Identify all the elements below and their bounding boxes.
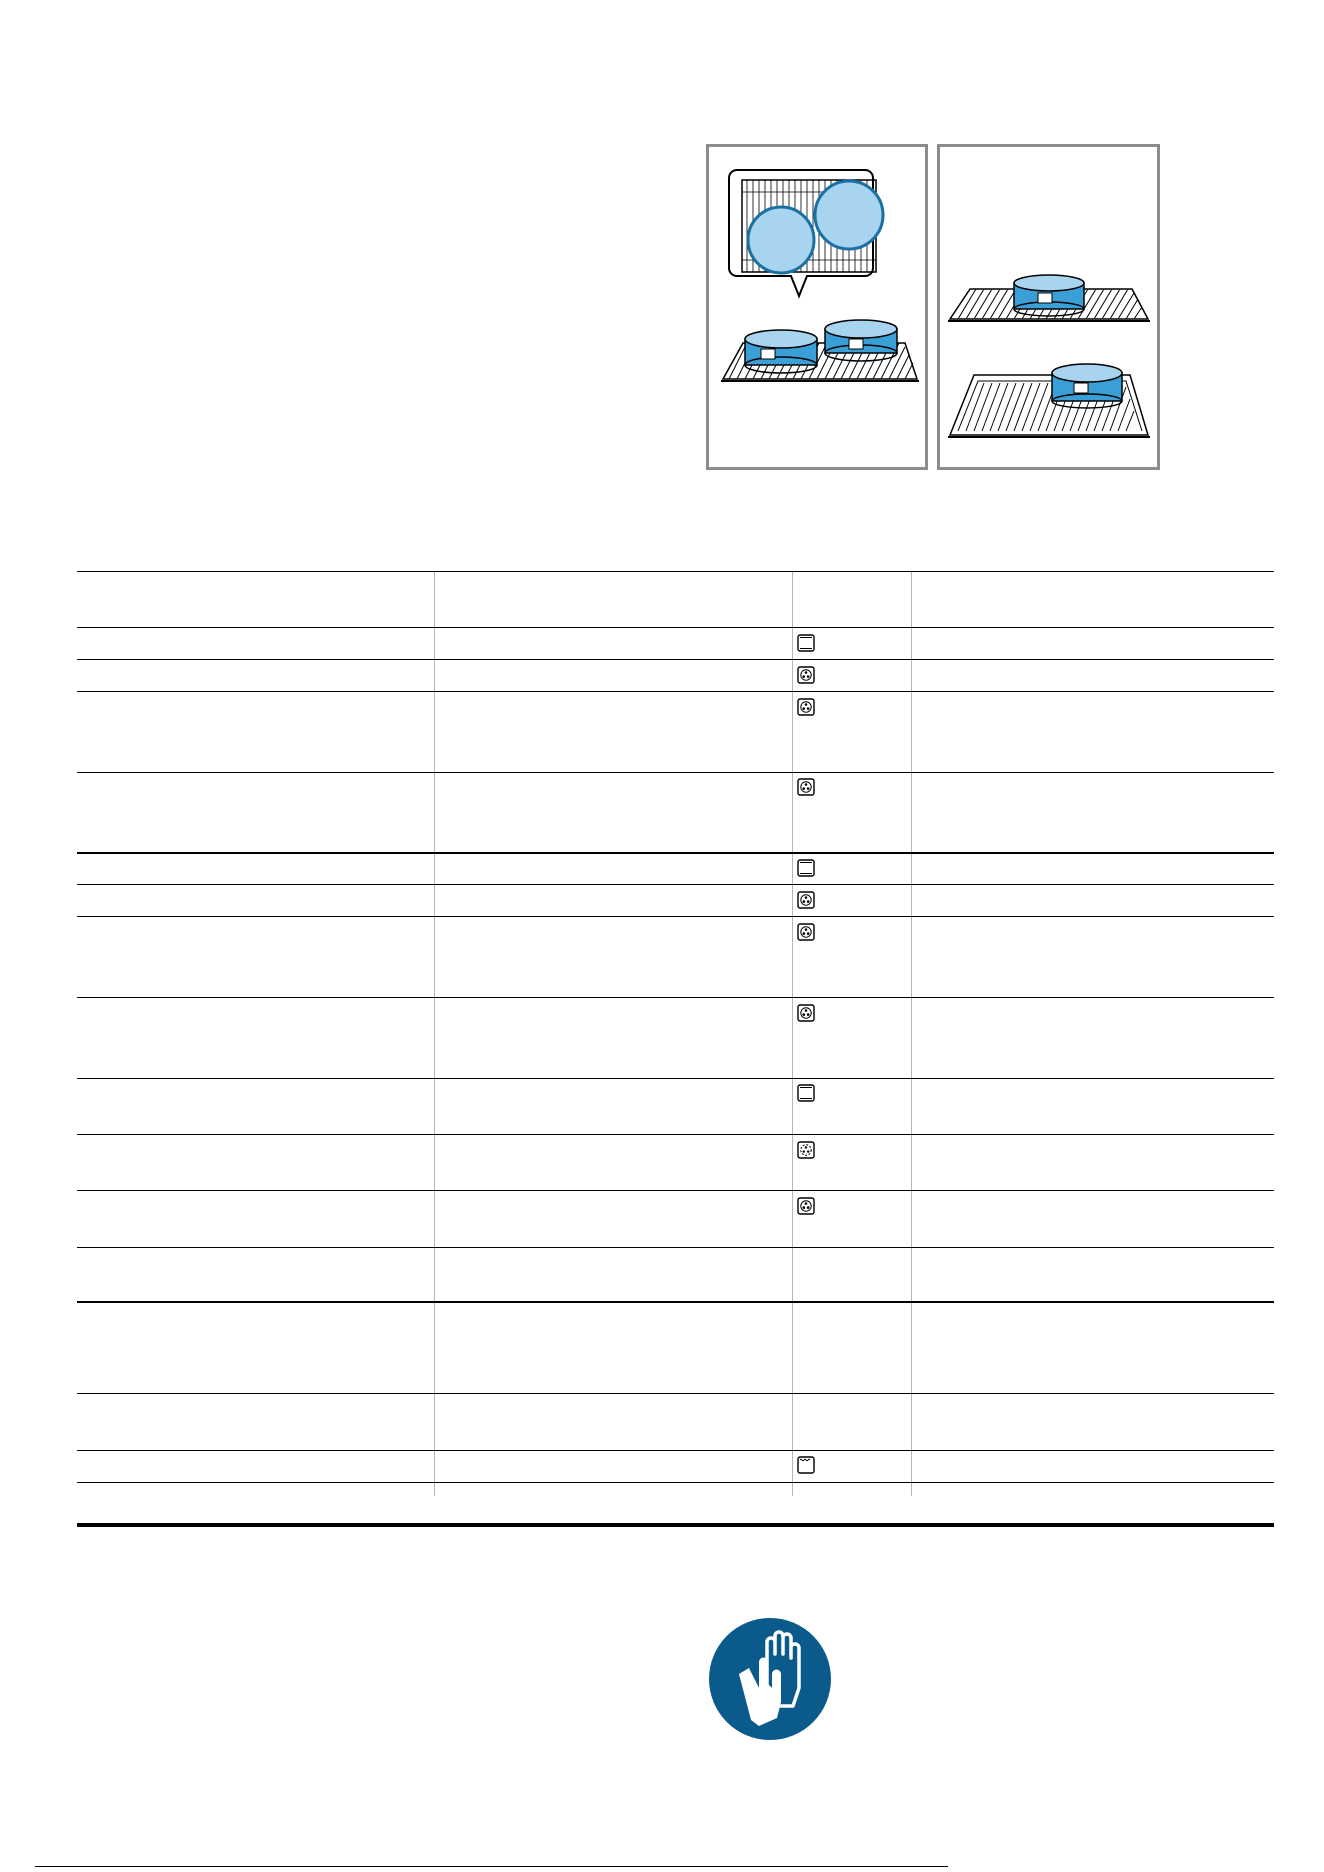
table-row-rule [77,1393,1274,1394]
table-row-rule [77,1134,1274,1135]
top-bottom-heating-icon [797,859,815,877]
table-row-rule [77,884,1274,885]
column-separator [911,572,912,1496]
cake-tins-on-two-racks-icon [940,147,1157,467]
bottom-heating-icon [797,1456,815,1474]
table-header-top-rule [77,571,1274,572]
table-group-rule [77,852,1274,854]
top-bottom-heating-icon [797,1084,815,1102]
hot-air-icon [797,1197,815,1215]
table-row-rule [77,1482,1274,1483]
table-row-rule [77,1450,1274,1451]
column-separator [434,572,435,1496]
table-row-rule [77,772,1274,773]
hot-air-icon [797,666,815,684]
column-separator [792,572,793,1496]
table-row-rule [77,997,1274,998]
cake-tins-on-wire-rack-icon [709,147,925,467]
table-row-rule [77,1190,1274,1191]
table-bottom-rule [77,1523,1274,1527]
illustration-two-levels [937,144,1160,470]
hot-air-icon [797,1004,815,1022]
illustration-single-level [706,144,928,470]
wear-oven-gloves-icon [709,1618,831,1740]
table-row-rule [77,1247,1274,1248]
table-row-rule [77,691,1274,692]
table-row-rule [77,916,1274,917]
table-row-rule [77,627,1274,628]
hot-air-icon [797,923,815,941]
top-bottom-heating-icon [797,634,815,652]
footer-rule [35,1866,948,1867]
hot-air-gentle-icon [797,1141,815,1159]
hot-air-icon [797,891,815,909]
table-row-rule [77,1078,1274,1079]
hot-air-icon [797,698,815,716]
hot-air-icon [797,778,815,796]
table-row-rule [77,659,1274,660]
table-group-rule [77,1301,1274,1303]
